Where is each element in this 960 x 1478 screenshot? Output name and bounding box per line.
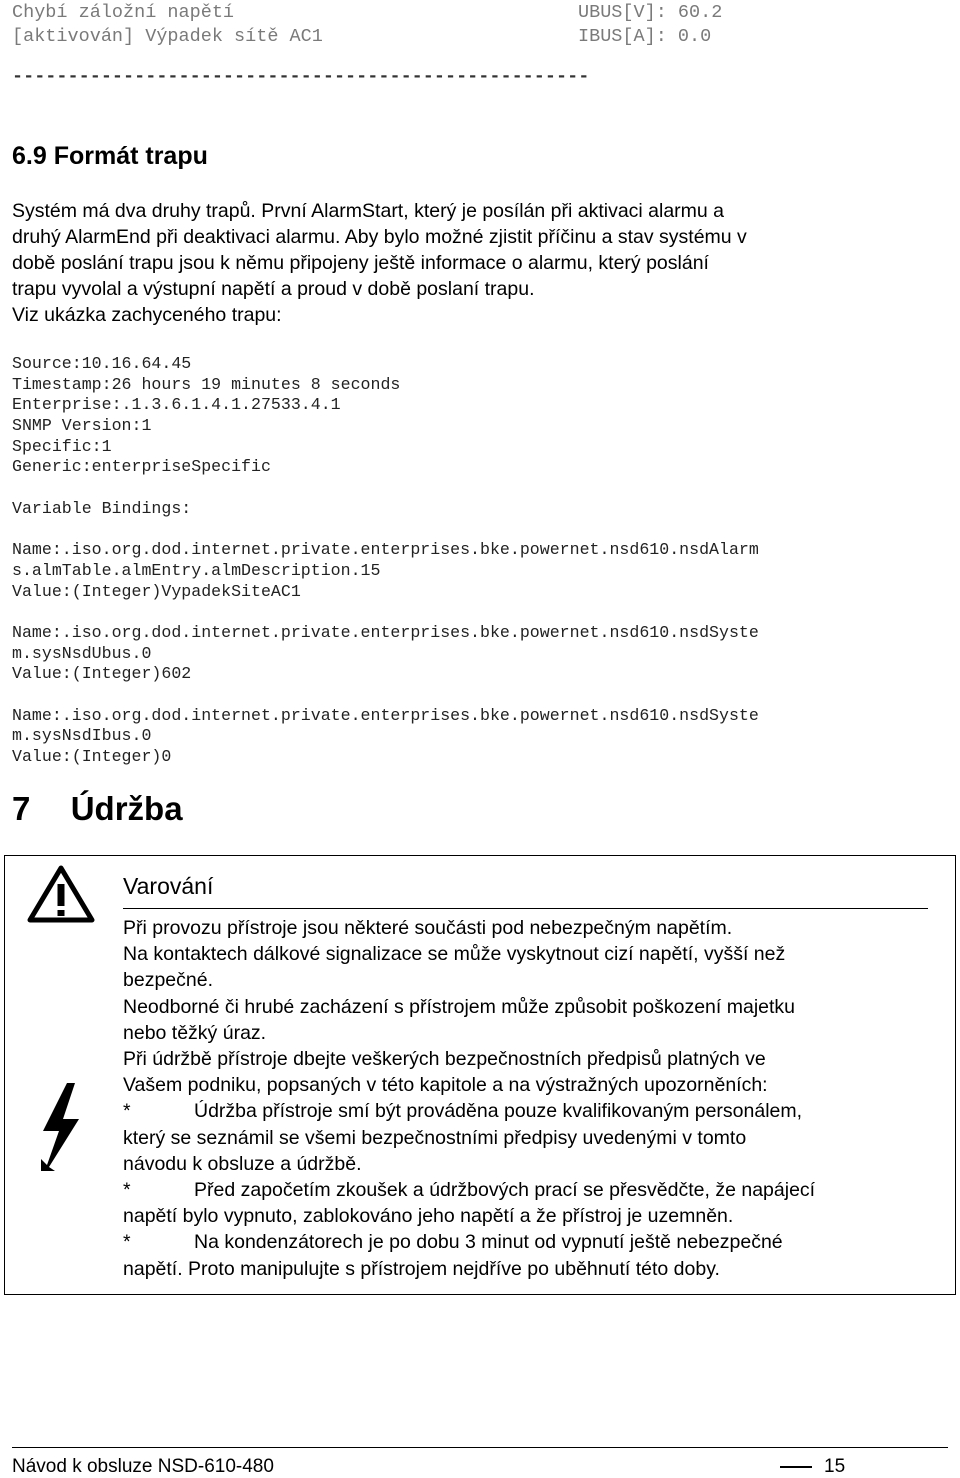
chapter-heading [12,790,183,828]
trap-line: m.sysNsdIbus.0 [12,726,152,746]
trap-line [12,520,759,541]
terminal-row-2-right: IBUS[A]: 0.0 [578,26,712,47]
terminal-row-1-left: Chybí záložní napětí [12,2,235,23]
warning-line-text: Na kondenzátorech je po dobu 3 minut od vypnutí ještě nebezpečné [194,1231,783,1254]
trap-line: Timestamp:26 hours 19 minutes 8 seconds [12,374,401,394]
warning-line-text: Údržba přístroje smí být prováděna pouze kvalifikovaným personálem, [194,1100,803,1123]
trap-line [12,685,759,706]
trap-line: Name:.iso.org.dod.internet.private.enterprises.bke.powernet.nsd610.nsdAlarm [12,540,759,560]
warning-line [123,1020,815,1046]
section-paragraph [12,198,912,328]
warning-line [123,1098,815,1124]
trap-line: Generic:enterpriseSpecific [12,457,271,477]
warning-line-text: který se seznámil se všemi bezpečnostními předpisy uvedenými v tomto [123,1126,747,1149]
trap-line: Specific:1 [12,436,112,456]
warning-line-text: napětí bylo vypnuto, zablokováno jeho napětí a že přístroj je uzemněn. [123,1205,734,1228]
warning-line-text: návodu k obsluze a údržbě. [123,1152,362,1175]
trap-line: Source:10.16.64.45 [12,354,192,373]
chapter-number: 7 [12,790,31,827]
bullet-marker: * [123,1231,131,1254]
terminal-row-1-right: UBUS[V]: 60.2 [578,2,723,23]
warning-line [123,915,815,941]
page-number: 15 [824,1456,846,1477]
warning-line-text: nebo těžký úraz. [123,1021,267,1044]
paragraph-line: trapu vyvolal a výstupní napětí a proud v době poslaní trapu. [12,278,535,300]
warning-line [123,967,815,993]
trap-line: Enterprise:.1.3.6.1.4.1.27533.4.1 [12,395,341,415]
paragraph-line: Systém má dva druhy trapů. První AlarmStart, který je posílán při aktivaci alarmu a [12,200,725,222]
high-voltage-icon [35,1081,85,1173]
warning-line [123,1229,815,1255]
footer-dash [780,1466,812,1468]
section-heading: 6.9 Formát trapu [12,142,208,170]
trap-line: Value:(Integer)602 [12,664,192,684]
trap-line [12,602,759,623]
warning-line-text: Na kontaktech dálkové signalizace se může vyskytnout cizí napětí, vyšší než [123,943,786,966]
trap-line: SNMP Version:1 [12,416,152,436]
warning-text [123,915,815,1282]
warning-line-text: Před započetím zkoušek a údržbových prací se přesvědčte, že napájecí [194,1179,816,1202]
warning-line [123,1072,815,1098]
warning-line [123,1256,815,1282]
warning-line [123,1203,815,1229]
warning-line-text: bezpečné. [123,969,213,992]
warning-title: Varování [123,873,214,899]
warning-line [123,1177,815,1203]
paragraph-line: Viz ukázka zachyceného trapu: [12,304,282,326]
warning-line [123,1151,815,1177]
trap-line: Value:(Integer)VypadekSiteAC1 [12,581,301,601]
trap-line: m.sysNsdUbus.0 [12,643,152,663]
chapter-title: Údržba [70,790,183,827]
trap-line: Name:.iso.org.dod.internet.private.enterprises.bke.powernet.nsd610.nsdSyste [12,705,759,725]
warning-line [123,1046,815,1072]
trap-line: Value:(Integer)0 [12,747,172,767]
trap-line: Variable Bindings: [12,498,192,518]
warning-line [123,1125,815,1151]
warning-line-text: Při provozu přístroje jsou některé součásti pod nebezpečným napětím. [123,917,733,939]
footer-document-title: Návod k obsluze NSD-610-480 [12,1456,274,1477]
warning-line-text: napětí. Proto manipulujte s přístrojem nejdříve po uběhnutí této doby. [123,1257,720,1280]
paragraph-line: době poslání trapu jsou k němu připojeny ještě informace o alarmu, který poslání [12,252,709,274]
warning-line-text: Vašem podniku, popsaných v této kapitole a na výstražných upozorněních: [123,1074,768,1097]
trap-sample [12,354,759,768]
warning-line-text: Neodborné či hrubé zacházení s přístrojem může způsobit poškození majetku [123,995,796,1018]
trap-line: Name:.iso.org.dod.internet.private.enterprises.bke.powernet.nsd610.nsdSyste [12,622,759,642]
paragraph-line: druhý AlarmEnd při deaktivaci alarmu. Aby bylo možné zjistit příčinu a stav systému v [12,226,747,248]
terminal-row-2-left: [aktivován] Výpadek sítě AC1 [12,26,323,47]
warning-triangle-icon [26,864,96,924]
warning-title-divider [123,908,928,909]
warning-box [4,855,956,1295]
warning-line-text: Při údržbě přístroje dbejte veškerých bezpečnostních předpisů platných ve [123,1048,766,1071]
trap-line [12,478,759,499]
bullet-marker: * [123,1100,131,1123]
bullet-marker: * [123,1179,131,1202]
trap-line: s.almTable.almEntry.almDescription.15 [12,560,381,580]
warning-line [123,941,815,967]
terminal-separator: ---------------------------------------------------- [12,66,590,87]
warning-line [123,994,815,1020]
footer-rule [12,1447,948,1448]
footer-page [780,1456,845,1478]
